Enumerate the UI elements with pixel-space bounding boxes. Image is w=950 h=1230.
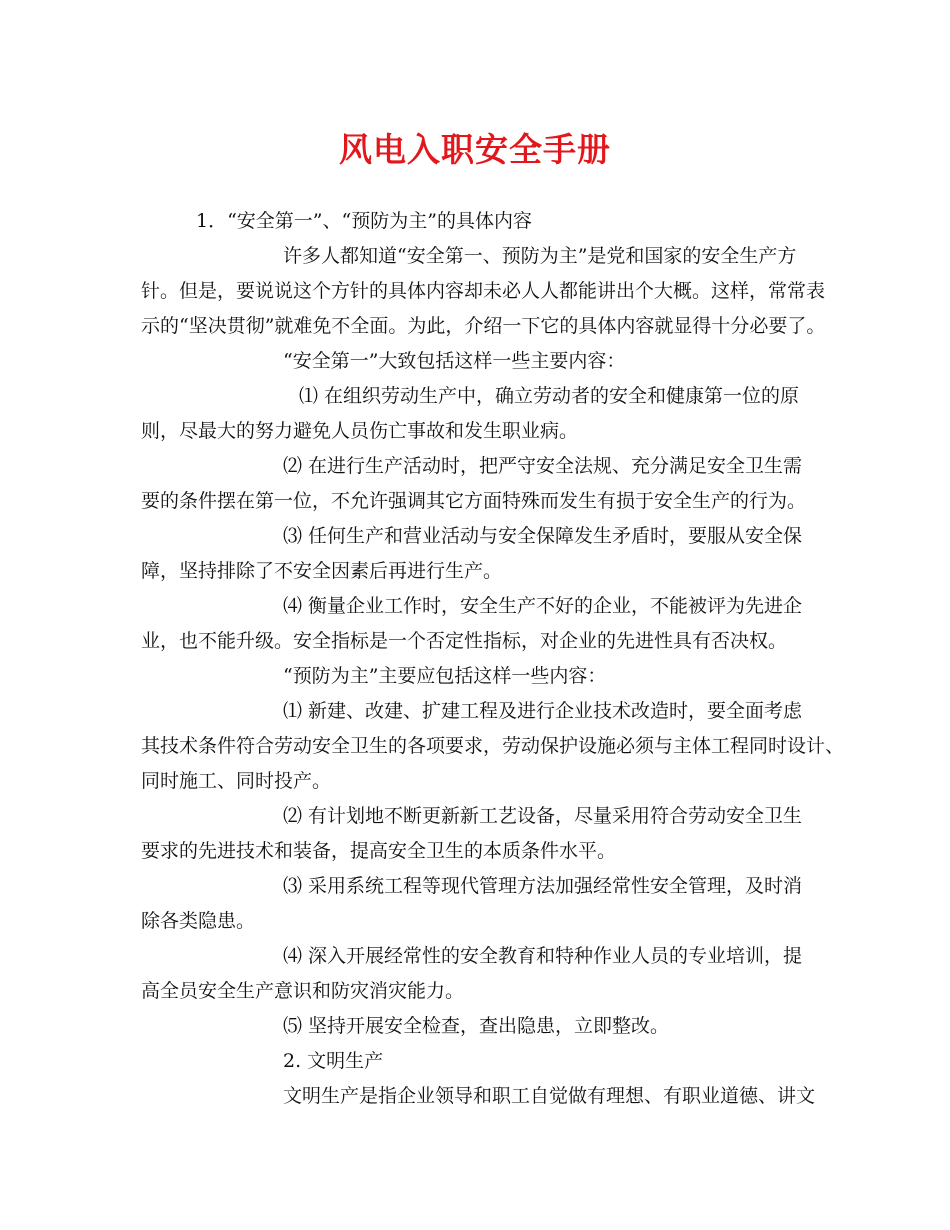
- list-item-line: ⑸ 坚持开展安全检查，查出隐患，立即整改。: [283, 1015, 670, 1037]
- list-item-line: ⑴ 新建、改建、扩建工程及进行企业技术改造时，要全面考虑: [283, 700, 803, 722]
- paragraph-line: 示的“坚决贯彻”就难免不全面。为此，介绍一下它的具体内容就显得十分必要了。: [141, 315, 826, 337]
- list-item-line: ⑷ 深入开展经常性的安全教育和特种作业人员的专业培训，提: [283, 945, 803, 967]
- subheading-line: “安全第一”大致包括这样一些主要内容：: [283, 350, 626, 372]
- subheading-line: “预防为主”主要应包括这样一些内容：: [283, 665, 607, 687]
- section-heading: 1．“安全第一”、“预防为主”的具体内容: [196, 210, 532, 232]
- paragraph-line: 业，也不能升级。安全指标是一个否定性指标，对企业的先进性具有否决权。: [141, 630, 788, 652]
- paragraph-line: 要求的先进技术和装备，提高安全卫生的本质条件水平。: [141, 840, 617, 862]
- paragraph-line: 高全员安全生产意识和防灾消灾能力。: [141, 980, 465, 1002]
- list-item-line: ⑷ 衡量企业工作时，安全生产不好的企业，不能被评为先进企: [283, 595, 803, 617]
- document-title: 风电入职安全手册: [339, 130, 611, 169]
- paragraph-line: 针。但是，要说说这个方针的具体内容却未必人人都能讲出个大概。这样，常常表: [141, 280, 826, 302]
- paragraph-line: 文明生产是指企业领导和职工自觉做有理想、有职业道德、讲文: [283, 1085, 816, 1107]
- paragraph-line: 许多人都知道“安全第一、预防为主”是党和国家的安全生产方: [283, 245, 797, 267]
- list-item-line: ⑵ 在进行生产活动时，把严守安全法规、充分满足安全卫生需: [283, 455, 803, 477]
- paragraph-line: 障，坚持排除了不安全因素后再进行生产。: [141, 560, 503, 582]
- paragraph-line: 要的条件摆在第一位，不允许强调其它方面特殊而发生有损于安全生产的行为。: [141, 490, 807, 512]
- list-item-line: ⑴ 在组织劳动生产中，确立劳动者的安全和健康第一位的原: [299, 385, 800, 407]
- paragraph-line: 除各类隐患。: [141, 910, 256, 932]
- list-item-line: ⑵ 有计划地不断更新新工艺设备，尽量采用符合劳动安全卫生: [283, 805, 803, 827]
- list-item-line: ⑶ 采用系统工程等现代管理方法加强经常性安全管理，及时消: [283, 875, 803, 897]
- paragraph-line: 则，尽最大的努力避免人员伤亡事故和发生职业病。: [141, 420, 579, 442]
- list-item-line: ⑶ 任何生产和营业活动与安全保障发生矛盾时，要服从安全保: [283, 525, 803, 547]
- section-heading: 2. 文明生产: [283, 1050, 384, 1072]
- paragraph-line: 同时施工、同时投产。: [141, 770, 332, 792]
- paragraph-line: 其技术条件符合劳动安全卫生的各项要求，劳动保护设施必须与主体工程同时设计、: [141, 735, 845, 757]
